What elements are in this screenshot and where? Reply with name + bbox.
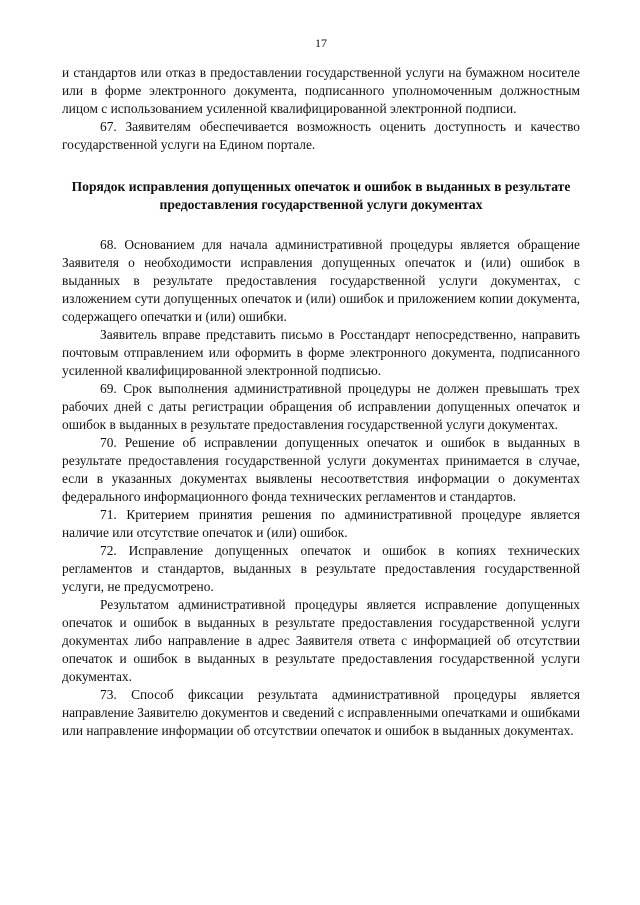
page-number: 17 (315, 36, 327, 50)
paragraph-67: 67. Заявителям обеспечивается возможность оценить доступность и качество государственной услуги на Едином портале. (62, 119, 580, 152)
section-heading: Порядок исправления допущенных опечаток и ошибок в выданных в результате предоставления государственной услуги документах (71, 179, 571, 212)
document-page (62, 0, 580, 905)
paragraph-72-result: Результатом административной процедуры является исправление допущенных опечаток и ошибок в выданных в результате предоставления государственной услуги документах либо направление в адрес Заявителя ответа с информацией об отсутствии опечаток и ошибок в выданных в результате предоставления государственной услуги документах. (62, 597, 580, 684)
paragraph-72: 72. Исправление допущенных опечаток и ошибок в копиях технических регламентов и стандартов, выданных в результате предоставления государственной услуги, не предусмотрено. (62, 543, 580, 594)
document-body (62, 64, 580, 740)
paragraph-70: 70. Решение об исправлении допущенных опечаток и ошибок в выданных в результате предоставления государственной услуги документах принимается в случае, если в указанных документах выявлены несоответствия информации о документах федерального информационного фонда технических регламентов и стандартов. (62, 435, 580, 504)
paragraph-continuation: и стандартов или отказ в предоставлении государственной услуги на бумажном носителе или в форме электронного документа, подписанного уполномоченным должностным лицом с использованием усиленной квалифицированной электронной подписи. (62, 65, 580, 116)
paragraph-68-applicant: Заявитель вправе представить письмо в Росстандарт непосредственно, направить почтовым отправлением или оформить в форме электронного документа, подписанного усиленной квалифицированной электронной подписью. (62, 327, 580, 378)
paragraph-69: 69. Срок выполнения административной процедуры не должен превышать трех рабочих дней с даты регистрации обращения об исправлении допущенных опечаток и ошибок в выданных в результате предоставления государственной услуги документах. (62, 381, 580, 432)
paragraph-68: 68. Основанием для начала административной процедуры является обращение Заявителя о необходимости исправления допущенных опечаток и (или) ошибок в выданных в результате предоставления государственной услуги документах, с изложением сути допущенных опечаток и (или) ошибок и приложением копии документа, содержащего опечатки и (или) ошибки. (62, 237, 580, 324)
paragraph-71: 71. Критерием принятия решения по административной процедуре является наличие или отсутствие опечаток и (или) ошибок. (62, 507, 580, 540)
paragraph-73: 73. Способ фиксации результата административной процедуры является направление Заявителю документов и сведений с исправленными опечатками и ошибками или направление информации об отсутствии опечаток и ошибок в выданных документах. (62, 687, 580, 738)
